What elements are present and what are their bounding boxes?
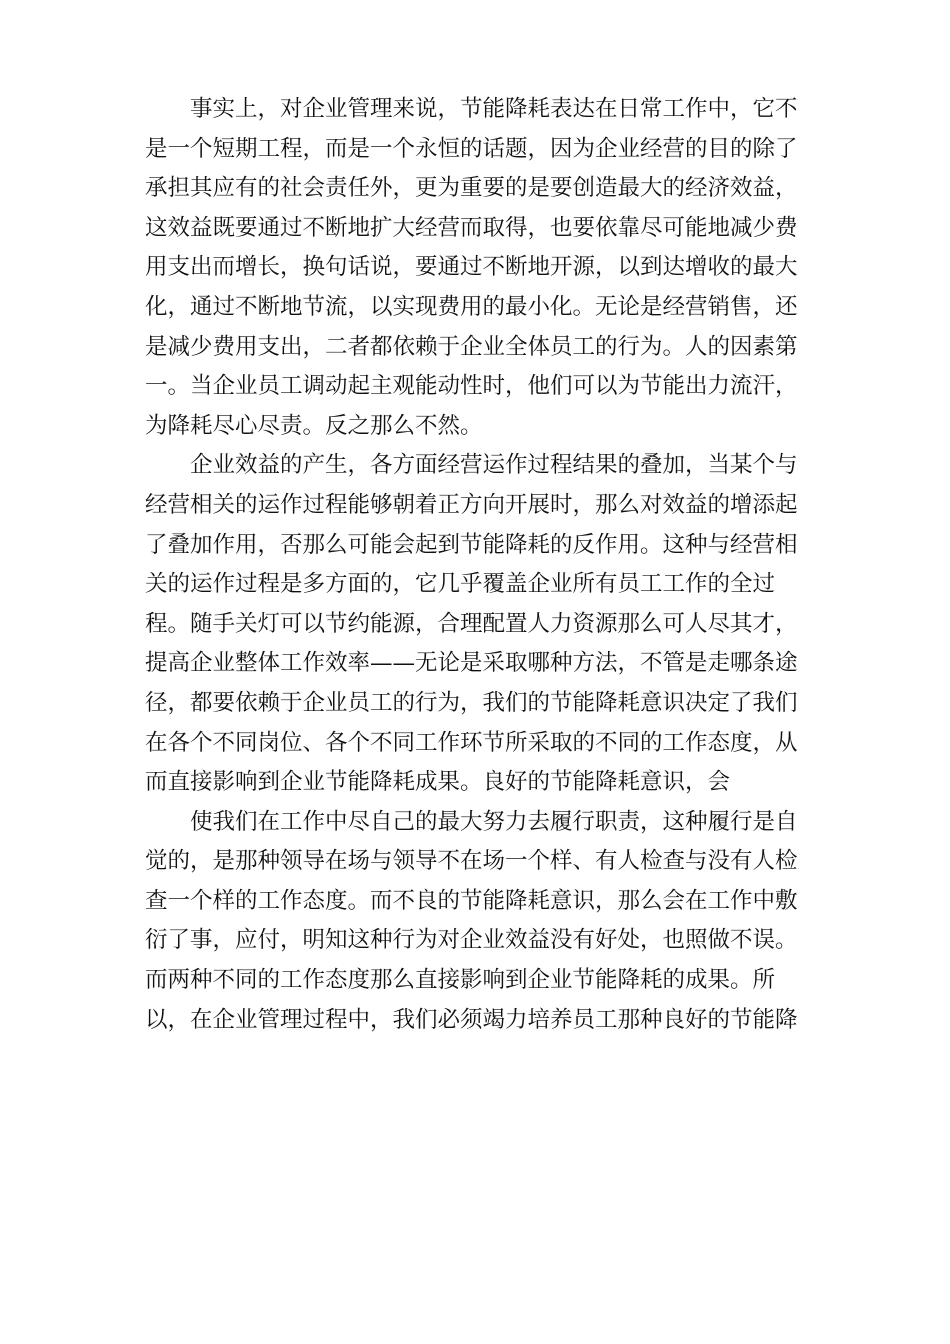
paragraph-1-line-6: 化，通过不断地节流，以实现费用的最小化。无论是经营销售，还 <box>145 293 798 320</box>
paragraph-3-line-1: 使我们在工作中尽自己的最大努力去履行职责，这种履行是自 <box>190 808 798 835</box>
paragraph-2-line-8: 在各个不同岗位、各个不同工作环节所采取的不同的工作态度，从 <box>145 729 798 756</box>
paragraph-1-line-8: 一。当企业员工调动起主观能动性时，他们可以为节能出力流汗， <box>145 373 798 400</box>
paragraph-1-line-4: 这效益既要通过不断地扩大经营而取得，也要依靠尽可能地减少费 <box>145 214 798 241</box>
paragraph-1-line-3: 承担其应有的社会责任外，更为重要的是要创造最大的经济效益， <box>145 175 798 202</box>
paragraph-3-line-6: 以，在企业管理过程中，我们必须竭力培养员工那种良好的节能降 <box>145 1006 798 1033</box>
paragraph-2-line-7: 径，都要依赖于企业员工的行为，我们的节能降耗意识决定了我们 <box>145 689 798 716</box>
paragraph-1-line-7: 是减少费用支出，二者都依赖于企业全体员工的行为。人的因素第 <box>145 333 798 360</box>
paragraph-2-line-4: 关的运作过程是多方面的，它几乎覆盖企业所有员工工作的全过 <box>145 571 776 598</box>
paragraph-1-line-9: 为降耗尽心尽责。反之那么不然。 <box>145 412 483 439</box>
paragraph-1-line-5: 用支出而增长，换句话说，要通过不断地开源，以到达增收的最大 <box>145 254 798 281</box>
paragraph-2-line-5: 程。随手关灯可以节约能源，合理配置人力资源那么可人尽其才， <box>145 610 798 637</box>
body-text <box>145 90 805 1040</box>
paragraph-1-line-1: 事实上，对企业管理来说，节能降耗表达在日常工作中，它不 <box>190 96 798 122</box>
paragraph-1-line-2: 是一个短期工程，而是一个永恒的话题，因为企业经营的目的除了 <box>145 135 798 162</box>
paragraph-2-line-1: 企业效益的产生，各方面经营运作过程结果的叠加，当某个与 <box>190 452 798 479</box>
paragraph-2-line-9: 而直接影响到企业节能降耗成果。良好的节能降耗意识，会 <box>145 769 731 796</box>
paragraph-3-line-5: 而两种不同的工作态度那么直接影响到企业节能降耗的成果。所 <box>145 967 776 994</box>
paragraph-2-line-6: 提高企业整体工作效率——无论是采取哪种方法，不管是走哪条途 <box>145 650 798 677</box>
paragraph-3-line-2: 觉的，是那种领导在场与领导不在场一个样、有人检查与没有人检 <box>145 848 798 875</box>
paragraph-3-line-3: 查一个样的工作态度。而不良的节能降耗意识，那么会在工作中敷 <box>145 887 798 914</box>
paragraph-2-line-2: 经营相关的运作过程能够朝着正方向开展时，那么对效益的增添起 <box>145 491 798 518</box>
paragraph-3-line-4: 衍了事，应付，明知这种行为对企业效益没有好处，也照做不误。 <box>145 927 798 954</box>
paragraph-2-line-3: 了叠加作用，否那么可能会起到节能降耗的反作用。这种与经营相 <box>145 531 798 558</box>
